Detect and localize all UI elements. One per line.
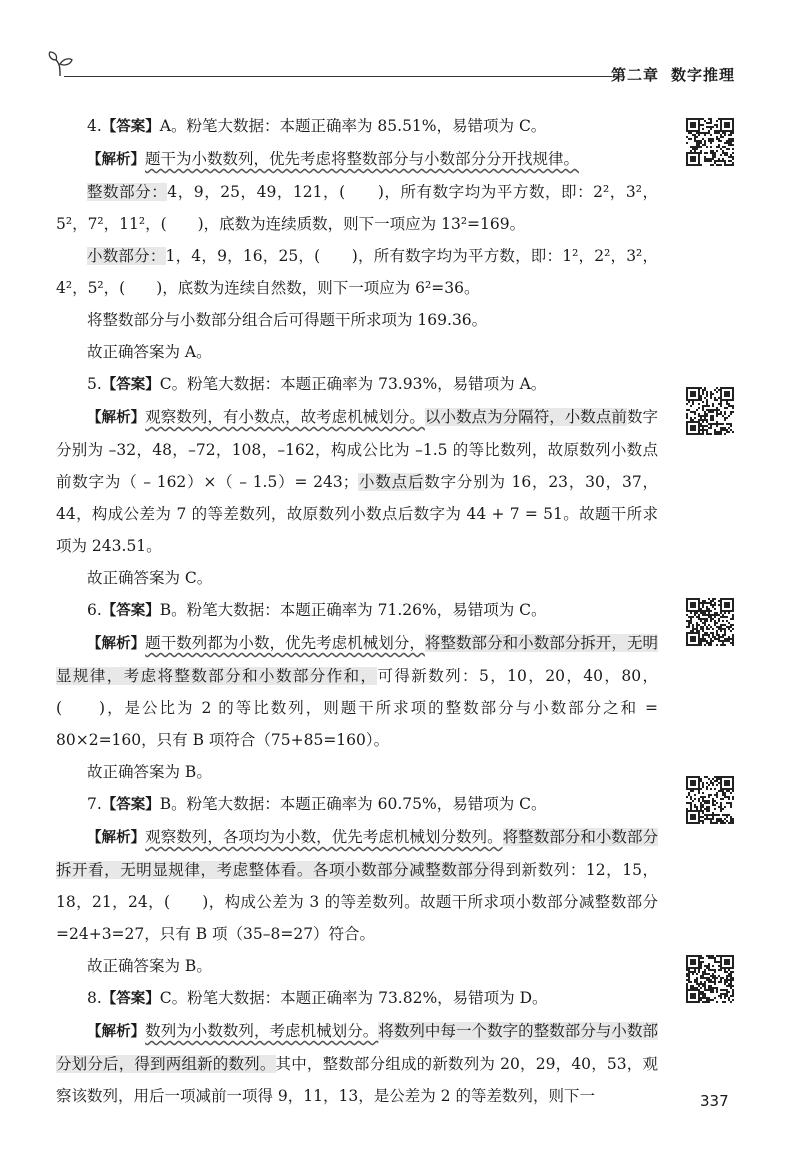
qr-code-icon xyxy=(686,955,734,1003)
paragraph xyxy=(56,110,658,143)
paragraph xyxy=(56,950,658,982)
paragraph xyxy=(56,240,658,304)
text-run: 小数点后 xyxy=(358,473,425,491)
paragraph xyxy=(56,788,658,821)
text-run: 将整数部分和小数部分拆开看，无明显规律，考虑整体看。各项小数部分减整数部分 xyxy=(56,828,658,879)
leaf-logo-icon xyxy=(46,50,74,78)
page-number: 337 xyxy=(700,1092,729,1110)
section-tag: 【解析】 xyxy=(87,636,146,652)
chapter-label: 第二章 xyxy=(611,66,660,84)
paragraph xyxy=(56,627,658,756)
text-run: 数字分别为 16，23，30，37，44，构成公差为 7 的等差数列，故原数列小数点后数字为 44 + 7 = 51。故题干所求项为 243.51。 xyxy=(56,473,658,555)
text-run: 观察数列，各项均为小数，优先考虑机械划分数列。 xyxy=(145,828,503,846)
text-run: 数字分别为 –32，48，–72，108，–162，构成公比为 –1.5 的等比数列，故原数列小数点前数字为（ – 162）×（ – 1.5）= 243； xyxy=(56,408,658,491)
text-run: 8. xyxy=(87,989,102,1007)
text-run: 整数部分： xyxy=(87,183,168,201)
section-tag: 【解析】 xyxy=(87,152,145,168)
text-run: 故正确答案为 C。 xyxy=(87,569,213,587)
section-tag: 【解析】 xyxy=(87,1024,146,1040)
text-run: B。粉笔大数据：本题正确率为 60.75%，易错项为 C。 xyxy=(159,795,547,813)
text-run: 故正确答案为 B。 xyxy=(87,763,212,781)
qr-code-icon xyxy=(686,118,734,166)
text-run: 将整数部分与小数部分组合后可得题干所求项为 169.36。 xyxy=(87,311,488,329)
section-label: 数字推理 xyxy=(671,66,736,84)
text-run: 故正确答案为 B。 xyxy=(87,957,212,975)
section-tag: 【答案】 xyxy=(101,797,160,813)
chapter-title xyxy=(611,64,735,85)
text-run: 4. xyxy=(87,117,102,135)
text-run: 5. xyxy=(87,375,102,393)
text-run: 7. xyxy=(87,795,102,813)
text-run: B。粉笔大数据：本题正确率为 71.26%，易错项为 C。 xyxy=(159,601,547,619)
paragraph xyxy=(56,1015,658,1112)
text-run: C。粉笔大数据：本题正确率为 73.93%，易错项为 A。 xyxy=(159,375,547,393)
text-run: 故正确答案为 A。 xyxy=(87,343,212,361)
text-run: 题干为小数数列，优先考虑将整数部分与小数部分分开找规律。 xyxy=(145,150,580,168)
paragraph xyxy=(56,982,658,1015)
paragraph xyxy=(56,304,658,336)
text-run: 1，4，9，16，25，( )，所有数字均为平方数，即：1²，2²，3²，4²，5²，( )，底数为连续自然数，则下一项应为 6²=36。 xyxy=(56,247,658,297)
text-run: 可得新数列：5，10，20，40，80，( )，是公比为 2 的等比数列，则题干所求项的整数部分与小数部分之和 = 80×2=160，只有 B 项符合（75+85=160）。 xyxy=(56,667,658,749)
text-run: 得到新数列：12，15，18，21，24，( )，构成公差为 3 的等差数列。故题干所求项小数部分减整数部分 =24+3=27，只有 B 项（35–8=27）符合。 xyxy=(56,861,658,943)
text-run: 其中，整数部分组成的新数列为 20，29，40，53，观察该数列，用后一项减前一项得 9，11，13，是公差为 2 的等差数列，则下一 xyxy=(56,1055,658,1105)
paragraph xyxy=(56,821,658,950)
section-tag: 【答案】 xyxy=(101,603,160,619)
text-run: 小数部分： xyxy=(87,247,166,265)
paragraph xyxy=(56,368,658,401)
qr-code-icon xyxy=(686,598,734,646)
text-run: C。粉笔大数据：本题正确率为 73.82%，易错项为 D。 xyxy=(159,989,548,1007)
paragraph xyxy=(56,756,658,788)
paragraph xyxy=(56,143,658,176)
text-run: 6. xyxy=(87,601,102,619)
paragraph xyxy=(56,336,658,368)
qr-code-icon xyxy=(686,776,734,824)
section-tag: 【答案】 xyxy=(101,991,160,1007)
section-tag: 【解析】 xyxy=(87,410,146,426)
section-tag: 【解析】 xyxy=(87,830,146,846)
paragraph xyxy=(56,594,658,627)
page-header xyxy=(0,0,800,100)
paragraph xyxy=(56,562,658,594)
qr-code-icon xyxy=(686,387,734,435)
section-tag: 【答案】 xyxy=(101,119,160,135)
section-tag: 【答案】 xyxy=(101,377,160,393)
text-run: A。粉笔大数据：本题正确率为 85.51%，易错项为 C。 xyxy=(159,117,547,135)
text-run: 题干数列都为小数，优先考虑机械划分， xyxy=(145,634,425,652)
paragraph xyxy=(56,176,658,240)
page-body xyxy=(56,110,658,1112)
text-run: 观察数列，有小数点，故考虑机械划分。 xyxy=(145,408,425,426)
paragraph xyxy=(56,401,658,562)
text-run: 将整数部分和小数部分拆开，无明显规律，考虑将整数部分和小数部分作和， xyxy=(56,634,658,685)
text-run: 4，9，25，49，121，( )，所有数字均为平方数，即：2²，3²，5²，7²，11²，( )，底数为连续质数，则下一项应为 13²=169。 xyxy=(56,183,658,233)
header-rule xyxy=(64,76,612,77)
text-run: 数列为小数数列，考虑机械划分。 xyxy=(145,1022,379,1040)
text-run: 将数列中每一个数字的整数部分与小数部分划分后，得到两组新的数列。 xyxy=(56,1022,658,1073)
text-run: 以小数点为分隔符，小数点前 xyxy=(424,408,627,426)
